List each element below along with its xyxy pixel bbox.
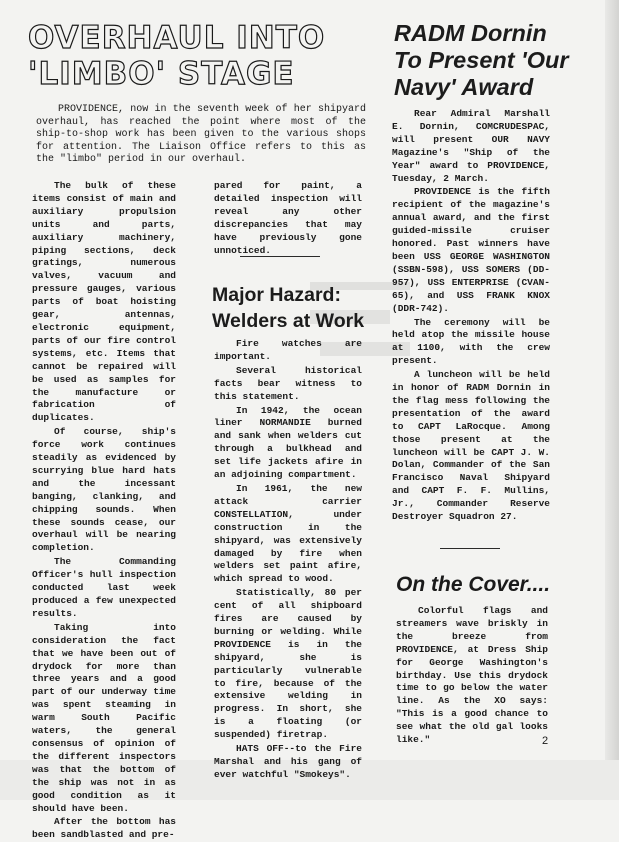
column-paragraph: The Commanding Officer's hull inspection conducted last week produced a few unexpected results. [32,556,176,619]
column-paragraph: In 1942, the ocean liner NORMANDIE burned and sank when welders cut through a bulkhead and set life jackets afire in an adjoining compartment. [214,404,362,481]
middle-column-top [214,180,362,257]
column-paragraph: A luncheon will be held in honor of RADM Dornin in the flag mess following the presentation of the award to CAPT LaRocque. Among those present at the luncheon will be CAPT J. W. Dolan, Commander of the San Francisco Naval Shipyard and CAPT F. F. Mullins, Jr., Commander Reserve Destroyer Squadron 27. [392,369,550,523]
cover-column [396,605,548,747]
award-headline: RADM Dornin To Present 'Our Navy' Award [394,20,569,100]
cover-paragraph: Colorful flags and streamers wave briskly in the breeze from PROVIDENCE, at Dress Ship for George Washington's birthday. Use this drydock time to go below the water line. As the XO says: "This is a good chance to see what the old gal looks like." [396,605,548,746]
column-paragraph: Statistically, 80 per cent of all shipboard fires are caused by burning or welding. While PROVIDENCE is in the shipyard, she is particularly vulnerable to fire, because of the extensive welding in progress. In short, she is a floating (or suspended) firetrap. [214,587,362,741]
middle-column [214,338,362,782]
major-hazard-heading: Major Hazard: Welders at Work [212,284,365,332]
column-paragraph: The bulk of these items consist of main and auxiliary propulsion units and parts, auxiliary machinery, piping sections, deck gratings, numerous valves, vacuum and pressure gauges, various parts of boat hoisting gear, antennas, electronic equipment, parts of our fire control systems, etc. Items that cannot be repaired will be used as samples for the manufacture or fabrication of duplicates. [32,180,176,424]
section-divider [440,548,500,549]
column-paragraph: The ceremony will be held atop the missile house at 1100, with the crew present. [392,316,550,367]
section-divider [240,256,320,257]
column-paragraph: Taking into consideration the fact that we have been out of drydock for more than three years and a good part of our underway time was spent steaming in warm South Pacific waters, the general consensus of opinion of the different inspectors was that the bottom of the ship was not in as good condition as it should have been. [32,621,176,814]
column-paragraph: HATS OFF--to the Fire Marshal and his gang of ever watchful "Smokeys". [214,743,362,780]
column-paragraph: Several historical facts bear witness to this statement. [214,364,362,402]
column-paragraph: After the bottom has been sandblasted and pre- [32,816,176,841]
intro-paragraph [36,104,366,167]
right-column [392,108,550,524]
page-edge-shadow [605,0,619,800]
cover-headline: On the Cover.... [396,573,551,596]
intro-text: PROVIDENCE, now in the seventh week of her shipyard overhaul, has reached the point where most of the ship-to-shop work has been given to the various shops for attention. The Liaison Office refers to this as the "limbo" period in our overhaul. [36,104,366,165]
left-column [32,180,176,842]
page-number: 2 [542,735,549,747]
column-paragraph: PROVIDENCE is the fifth recipient of the magazine's annual award, and the first guided-missile cruiser honored. Past winners have been USS GEORGE WASHINGTON (SSBN-598), USS SOMERS (DD-957), USS ENTERPRISE (CVAN-65), and USS FRANK KNOX (DDR-742). [392,186,550,314]
column-paragraph: In 1961, the new attack carrier CONSTELLATION, under construction in the shipyard, was extensively damaged by fire when welders set paint afire, which spread to wood. [214,482,362,585]
column-paragraph: Rear Admiral Marshall E. Dornin, COMCRUDESPAC, will present OUR NAVY Magazine's "Ship of the Year" award to PROVIDENCE, Tuesday, 2 March. [392,108,550,184]
column-paragraph: Fire watches are important. [214,338,362,362]
column-paragraph: pared for paint, a detailed inspection will reveal any other discrepancies that may have previously gone unnoticed. [214,180,362,256]
page-headline: OVERHAUL INTO 'LIMBO' STAGE [28,20,326,92]
column-paragraph: Of course, ship's force work continues steadily as evidenced by scurrying blue hard hats and the incessant banging, clanking, and chipping sounds. When these sounds cease, our overhaul will be nearing completion. [32,426,176,554]
